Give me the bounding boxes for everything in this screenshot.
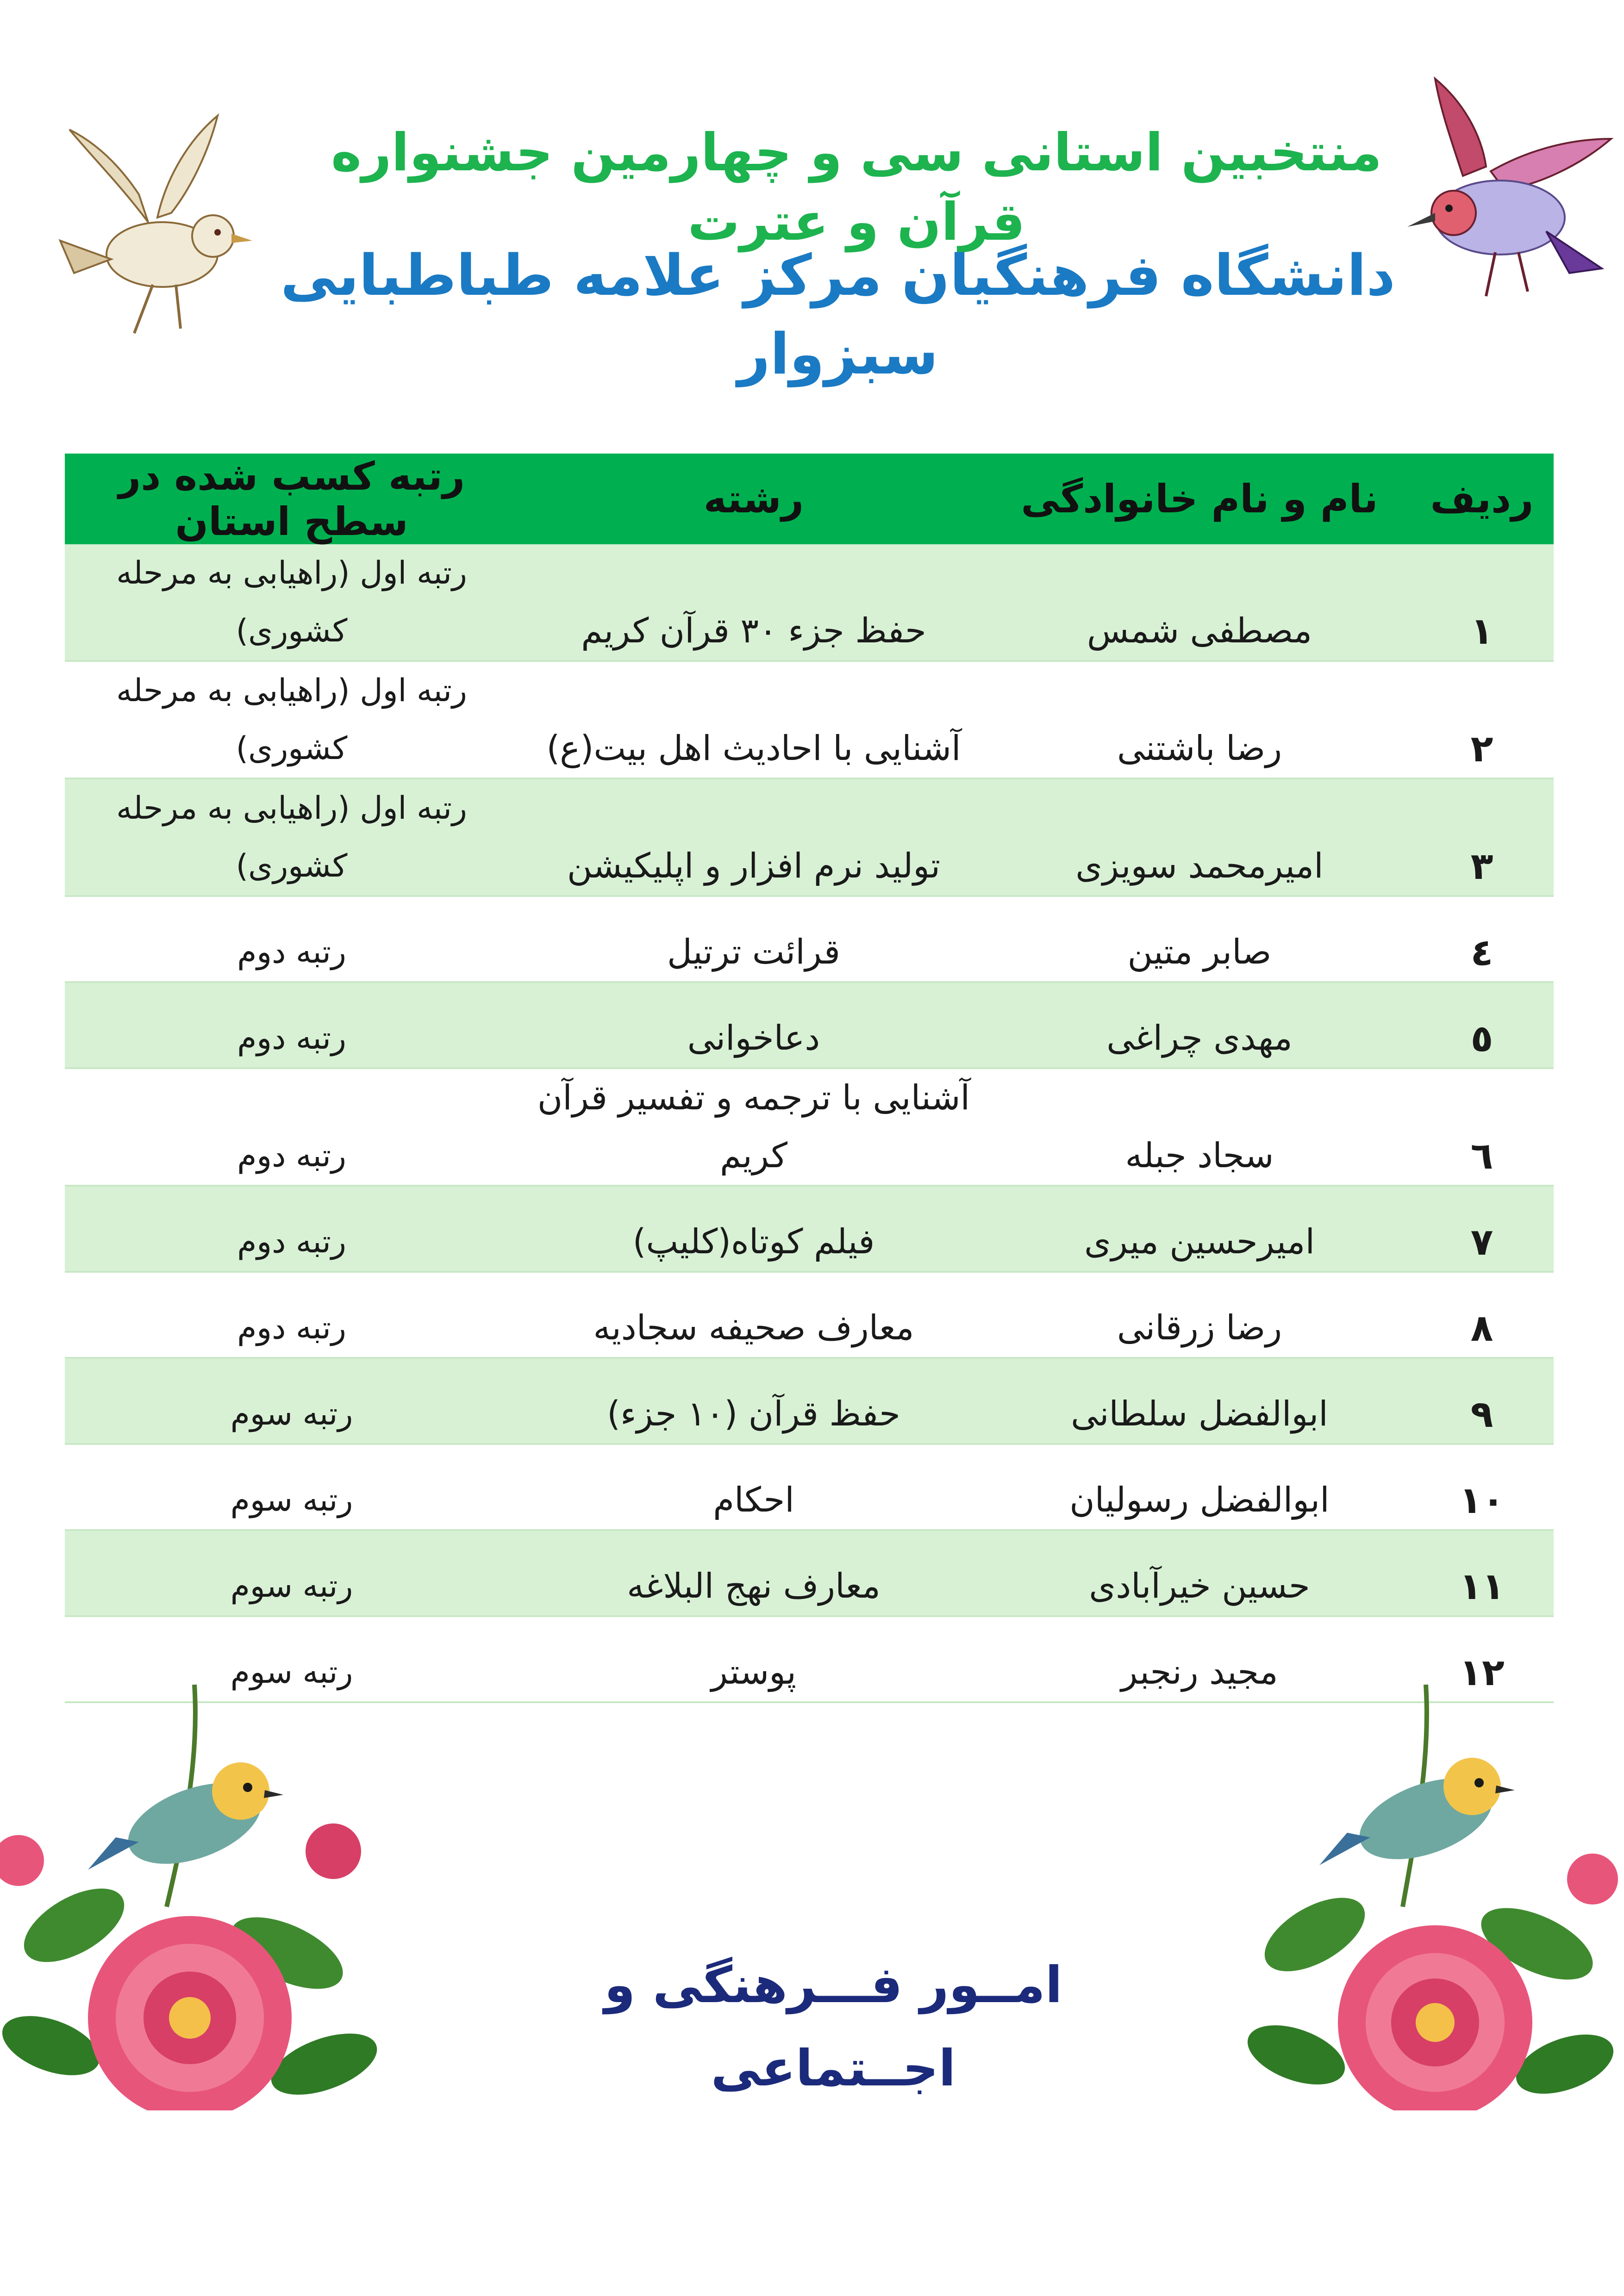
row-field: حفظ قرآن (۱۰ جزء) (518, 1358, 989, 1444)
flower-bird-illustration-right (1241, 1666, 1624, 2110)
row-rank: رتبه سوم (65, 1530, 518, 1616)
table-row (65, 661, 1554, 778)
row-field: احکام (518, 1444, 989, 1530)
row-rank: رتبه دوم (65, 982, 518, 1068)
row-name: حسین خیرآبادی (989, 1530, 1410, 1616)
row-name: رضا باشتنی (989, 661, 1410, 778)
header-field: رشته (518, 454, 989, 544)
row-index: ۲ (1410, 661, 1554, 778)
row-name: مجید رنجبر (989, 1616, 1410, 1702)
row-field: قرائت ترتیل (518, 896, 989, 982)
row-field: آشنایی با احادیث اهل بیت(ع) (518, 661, 989, 778)
row-rank: رتبه دوم (65, 1272, 518, 1358)
row-field: آشنایی با ترجمه و تفسیر قرآن کریم (518, 1068, 989, 1186)
row-index: ۱ (1410, 544, 1554, 661)
row-rank: رتبه اول (راهیابی به مرحله کشوری) (65, 544, 518, 661)
page-subtitle: دانشگاه فرهنگیان مرکز علامه طباطبایی سبزوار (281, 243, 1395, 387)
table-row (65, 778, 1554, 896)
row-name: رضا زرقانی (989, 1272, 1410, 1358)
row-rank: رتبه دوم (65, 1068, 518, 1186)
table-row (65, 1358, 1554, 1444)
row-name: ابوالفضل سلطانی (989, 1358, 1410, 1444)
bird-illustration-left (42, 102, 259, 352)
row-field: تولید نرم افزار و اپلیکیشن (518, 778, 989, 896)
table-row (65, 1444, 1554, 1530)
row-name: ابوالفضل رسولیان (989, 1444, 1410, 1530)
table-row (65, 544, 1554, 661)
row-name: امیرمحمد سویزی (989, 778, 1410, 896)
row-index: ۸ (1410, 1272, 1554, 1358)
row-name: امیرحسین میری (989, 1186, 1410, 1272)
row-field: دعاخوانی (518, 982, 989, 1068)
row-rank: رتبه دوم (65, 896, 518, 982)
row-field: معارف صحیفه سجادیه (518, 1272, 989, 1358)
row-field: معارف نهج البلاغه (518, 1530, 989, 1616)
row-rank: رتبه سوم (65, 1616, 518, 1702)
header-index: ردیف (1410, 454, 1554, 544)
footer-department: امــور فـــرهنگی و اجــتماعی (604, 1956, 1062, 2097)
table-row (65, 896, 1554, 982)
table-row (65, 1186, 1554, 1272)
row-name: صابر متین (989, 896, 1410, 982)
row-index: ۹ (1410, 1358, 1554, 1444)
row-index: ۱۱ (1410, 1530, 1554, 1616)
row-index: ۱۰ (1410, 1444, 1554, 1530)
row-index: ٦ (1410, 1068, 1554, 1186)
row-rank: رتبه سوم (65, 1358, 518, 1444)
row-field: حفظ جزء ۳۰ قرآن کریم (518, 544, 989, 661)
row-field: پوستر (518, 1616, 989, 1702)
table-row (65, 1530, 1554, 1616)
header-name: نام و نام خانوادگی (989, 454, 1410, 544)
flower-bird-illustration-left (0, 1666, 407, 2110)
table-row (65, 1272, 1554, 1358)
table-row (65, 1068, 1554, 1186)
row-index: ٥ (1410, 982, 1554, 1068)
table-row (65, 982, 1554, 1068)
row-field: فیلم کوتاه(کلیپ) (518, 1186, 989, 1272)
row-name: مهدی چراغی (989, 982, 1410, 1068)
row-name: سجاد جبله (989, 1068, 1410, 1186)
table-header-row (65, 454, 1554, 544)
row-rank: رتبه اول (راهیابی به مرحله کشوری) (65, 778, 518, 896)
row-name: مصطفی شمس (989, 544, 1410, 661)
row-index: ٤ (1410, 896, 1554, 982)
row-rank: رتبه سوم (65, 1444, 518, 1530)
row-index: ۷ (1410, 1186, 1554, 1272)
row-index: ۳ (1410, 778, 1554, 896)
row-rank: رتبه دوم (65, 1186, 518, 1272)
page-title: منتخبین استانی سی و چهارمین جشنواره قرآن و عترت (331, 123, 1382, 252)
results-table (65, 454, 1554, 1703)
header-rank: رتبه کسب شده در سطح استان (65, 454, 518, 544)
row-rank: رتبه اول (راهیابی به مرحله کشوری) (65, 661, 518, 778)
row-index: ۱۲ (1410, 1616, 1554, 1702)
